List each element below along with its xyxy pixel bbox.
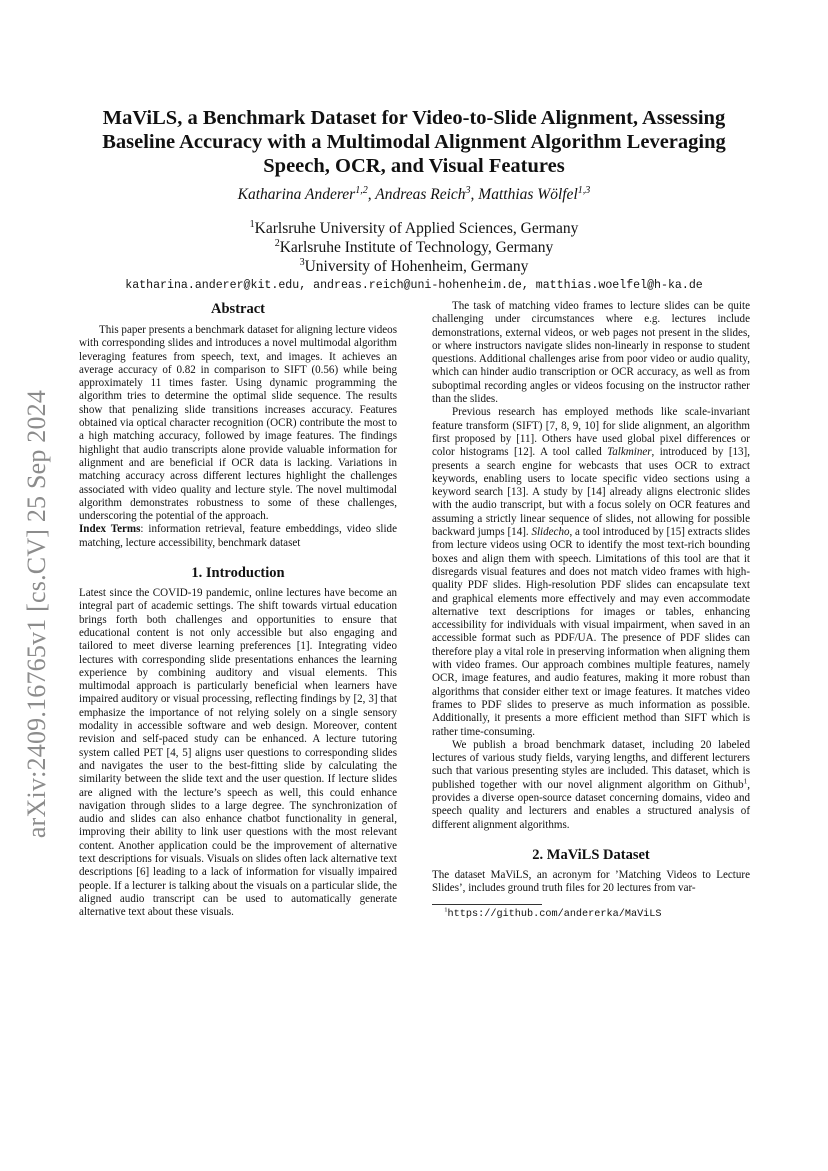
affiliation-number: 2 [274,237,280,249]
footnote [432,908,750,921]
right-column [432,300,750,921]
affiliation [80,238,748,257]
index-terms-text: : information retrieval, feature embeddings, video slide matching, lecture accessibility, benchmark dataset [79,523,397,549]
abstract-text: This paper presents a benchmark dataset for aligning lecture videos with corresponding slides and introduces a novel multimodal algorithm leveraging features from speech, text, and images. It achieves an average accuracy of 0.82 in comparison to SIFT (0.56) while being approximately 11 times faster. Using dynamic programming the algorithm tries to determine the optimal slide sequence. The results show that penalizing slide transitions increases accuracy. Features obtained via optical character recognition (OCR) contribute the most to a high matching accuracy, followed by image features. The findings highlight that audio transcripts alone provide valuable information for alignment and are beneficial if OCR data is lacking. Variations in matching accuracy across different lectures highlight the challenges associated with video quality and lecture style. The novel multimodal algorithm demonstrates robustness to some of these challenges, underscoring the potential of the approach. [79,324,397,523]
footnote-url[interactable]: https://github.com/andererka/MaViLS [447,909,662,921]
intro-paragraph-1: Latest since the COVID-19 pandemic, online lectures have become an integral part of academic settings. The shift towards virtual education brings forth both challenges and opportunities to ensure that educational content is not only accessible but also engaging and tailored to meet diverse learning preferences [1]. Integrating video lectures with corresponding slide presentations enhances the learning experience by combining auditory and visual elements. This multimodal approach is particularly beneficial when learners have impaired auditory or visual processing, reflecting findings by [2, 3] that emphasize the importance of not relying solely on a single sensory modality in accessible software and web design. Moreover, content revision and self-paced study can be enhanced. A lecture tutoring system called PET [4, 5] aligns user questions to corresponding slides and navigates the user to the best-fitting slide by calculating the similarity between the slide text and the user question. If lecture slides are aligned with the lecture’s speech as well, this could enhance navigation through slides to a large degree. The synchronization of audio and slides can also enhance chatbot functionality in general, improving their ability to link user questions with the most relevant content. Another application could be the improvement of alternative text descriptions for visuals. Visuals on slides often lack alternative text descriptions [6] leading to a lack of information for visually impaired people. If a lecturer is talking about the visuals on a particular slide, the aligned audio transcript can be used to automatically generate alternative text about these visuals. [79,587,397,919]
footnote-number: 1 [444,907,448,915]
author-affiliation-marker: 1,2 [355,184,368,196]
intro-p3-part-b: , introduced by [13], presents a search engine for webcasts that uses OCR to extract keywords, enabling users to locate specific video sections using a keyword search [13]. A study by [14] already aligns electronic slides with the audio transcript, but with a focus solely on OCR features and assuming a strictly linear sequence of slides, not allowing for possible backward jumps [14]. [432,446,750,539]
intro-paragraph-2: The task of matching video frames to lecture slides can be quite challenging under circumstances where e.g. lectures include demonstrations, external videos, or web pages not present in the slides, or where instructors navigate slides non-linearly in response to student questions. Additional challenges arise from poor video or audio quality, which can hinder audio transcription or OCR accuracy, as well as from suboptimal recording angles or videos focusing on the instructor rather than the slides. [432,300,750,406]
affiliation-text: Karlsruhe University of Applied Sciences, Germany [254,220,579,237]
intro-p4-part-a: We publish a broad benchmark dataset, including 20 labeled lectures of various study fields, varying lengths, and different lecturers such that various presenting styles are included. This dataset, which is published together with our novel alignment algorithm on Github [432,738,750,791]
affiliation [80,257,748,276]
affiliation-number: 3 [299,256,305,268]
abstract-heading: Abstract [211,301,265,317]
author-separator: , [470,186,479,203]
author-separator: , [367,186,376,203]
index-terms [79,523,397,550]
author-name: Andreas Reich [375,186,466,203]
author-emails: katharina.anderer@kit.edu, andreas.reich@uni-hohenheim.de, matthias.woelfel@h-ka.de [125,279,703,292]
slidecho-name: Slidecho [531,526,570,539]
intro-p3-part-a: Previous research has employed methods like scale-invariant feature transform (SIFT) [7, 8, 9, 10] for slide alignment, an algorithm first proposed by [11]. Others have used global pixel differences or color histograms [12]. A tool called [432,406,750,459]
index-terms-label: Index Terms [79,523,141,536]
introduction-heading: 1. Introduction [191,565,285,582]
intro-paragraph-4 [432,739,750,832]
author-name: Matthias Wölfel [478,186,578,203]
author-affiliation-marker: 3 [465,184,471,196]
author-affiliation-marker: 1,3 [577,184,591,196]
arxiv-identifier-text: arXiv:2409.16765v1 [cs.CV] 25 Sep 2024 [22,389,51,839]
author-list [80,184,748,206]
dataset-paragraph-1: The dataset MaViLS, an acronym for ’Matching Videos to Lecture Slides’, includes ground truth files for 20 lectures from var- [432,868,750,895]
arxiv-identifier [20,364,54,864]
author-name: Katharina Anderer [237,186,356,203]
affiliation-text: Karlsruhe Institute of Technology, Germany [279,239,554,256]
paper-title: MaViLS, a Benchmark Dataset for Video-to-Slide Alignment, Assessing Baseline Accuracy with a Multimodal Alignment Algorithm Leveraging Speech, OCR, and Visual Features [102,107,726,177]
affiliation [80,219,748,238]
affiliation-text: University of Hohenheim, Germany [304,258,529,275]
dataset-heading: 2. MaViLS Dataset [532,846,650,863]
footnote-rule [432,904,542,905]
talkminer-name: Talkminer [607,446,652,459]
affiliation-list [80,219,748,276]
intro-p4-part-b: , provides a diverse open-source dataset concerning domains, video and speech quality and lecturers and enables a structured analysis of different alignment algorithms. [432,778,750,831]
affiliation-number: 1 [249,218,255,230]
intro-paragraph-3 [432,406,750,738]
intro-p3-part-c: , a tool introduced by [15] extracts slides from lecture videos using OCR to identify the most text-rich bounding boxes and align them with speech. Limitations of this tool are that it disregards visual features and does not match video frames with high-quality PDF slides. High-resolution PDF slides can encapsulate text and graphical elements more effectively and may even accommodate alternative text descriptions for images or tables, enhancing accessibility for individuals with visual impairment, when saved in an accessible format such as PDF/UA. The presence of PDF slides can therefore play a vital role in preserving information when aligning them with video frames. Our approach combines multiple features, namely OCR, image features, and audio features, making it more robust than algorithms that consider either text or image features. It matches video frames to PDF slides to preserve as much information as possible. Additionally, it presents a more efficient method than SIFT which is rather time-consuming. [432,526,750,738]
left-column [79,300,397,919]
footnote-marker: 1 [743,777,748,786]
